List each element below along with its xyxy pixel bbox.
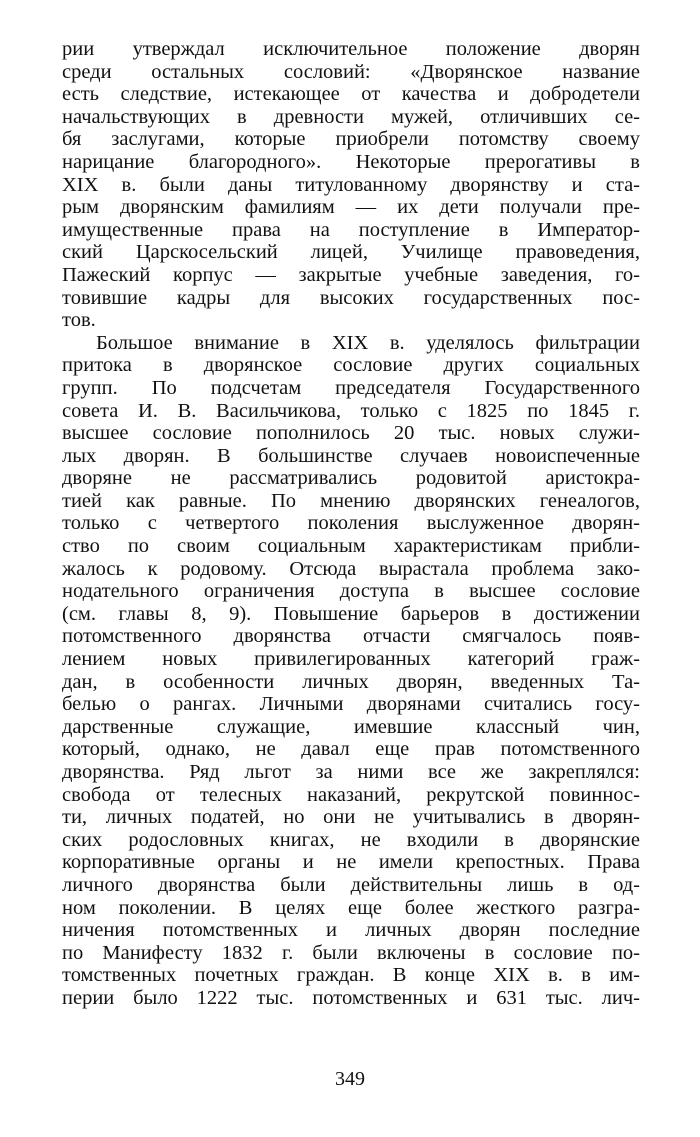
paragraph [62, 332, 640, 1010]
text-line: перии было 1222 тыс. потомственных и 631 тыс. лич- [62, 986, 640, 1009]
text-line: начальствующих в древности мужей, отличивших се- [62, 105, 640, 128]
text-line: тией как равные. По мнению дворянских генеалогов, [62, 489, 640, 512]
text-line: бя заслугами, которые приобрели потомству своему [62, 128, 640, 151]
text-line: рым дворянским фамилиям — их дети получали пре- [62, 196, 640, 219]
text-line: товившие кадры для высоких государственных пос- [62, 286, 640, 309]
text-line: ских родословных книгах, не входили в дворянские [62, 828, 640, 851]
text-line: нарицание благородного». Некоторые прерогативы в [62, 150, 640, 173]
text-line: личного дворянства были действительны лишь в од- [62, 873, 640, 896]
text-line: белью о рангах. Личными дворянами считались госу- [62, 693, 640, 716]
text-line: имущественные права на поступление в Император- [62, 218, 640, 241]
text-line: нодательного ограничения доступа в высшее сословие [62, 580, 640, 603]
body-text [62, 38, 640, 1010]
paragraph [62, 38, 640, 332]
text-line: потомственного дворянства отчасти смягчалось появ- [62, 625, 640, 648]
text-line: дан, в особенности личных дворян, введенных Та- [62, 670, 640, 693]
text-line: совета И. В. Васильчикова, только с 1825 по 1845 г. [62, 399, 640, 422]
text-line: по Манифесту 1832 г. были включены в сословие по- [62, 941, 640, 964]
text-line: ти, личных податей, но они не учитывались в дворян- [62, 806, 640, 829]
text-line: свобода от телесных наказаний, рекрутской повиннос- [62, 783, 640, 806]
text-line: ство по своим социальным характеристикам прибли- [62, 535, 640, 558]
text-line: томственных почетных граждан. В конце XIX в. в им- [62, 964, 640, 987]
text-line: высшее сословие пополнилось 20 тыс. новых служи- [62, 422, 640, 445]
text-line: есть следствие, истекающее от качества и добродетели [62, 83, 640, 106]
text-line: групп. По подсчетам председателя Государственного [62, 376, 640, 399]
text-line: лых дворян. В большинстве случаев новоиспеченные [62, 444, 640, 467]
text-line: только с четвертого поколения выслуженное дворян- [62, 512, 640, 535]
text-line: жалось к родовому. Отсюда вырастала проблема зако- [62, 557, 640, 580]
text-line: XIX в. были даны титулованному дворянству и ста- [62, 173, 640, 196]
text-line: (см. главы 8, 9). Повышение барьеров в достижении [62, 602, 640, 625]
text-line: ничения потомственных и личных дворян последние [62, 919, 640, 942]
text-line: Пажеский корпус — закрытые учебные заведения, го- [62, 263, 640, 286]
text-line: дарственные служащие, имевшие классный чин, [62, 715, 640, 738]
text-line: рии утверждал исключительное положение дворян [62, 38, 640, 60]
page-number: 349 [335, 1068, 365, 1090]
text-line: притока в дворянское сословие других социальных [62, 354, 640, 377]
text-line: Большое внимание в XIX в. уделялось фильтрации [96, 331, 640, 354]
text-line: среди остальных сословий: «Дворянское название [62, 60, 640, 83]
text-line: дворяне не рассматривались родовитой аристокра- [62, 467, 640, 490]
text-line: корпоративные органы и не имели крепостных. Права [62, 851, 640, 874]
text-line: который, однако, не давал еще прав потомственного [62, 738, 640, 761]
text-line: ский Царскосельский лицей, Училище правоведения, [62, 241, 640, 264]
text-line: ном поколении. В целях еще более жесткого разгра- [62, 896, 640, 919]
text-line: дворянства. Ряд льгот за ними все же закреплялся: [62, 761, 640, 783]
text-line: тов. [62, 309, 96, 332]
text-line: лением новых привилегированных категорий граж- [62, 648, 640, 671]
